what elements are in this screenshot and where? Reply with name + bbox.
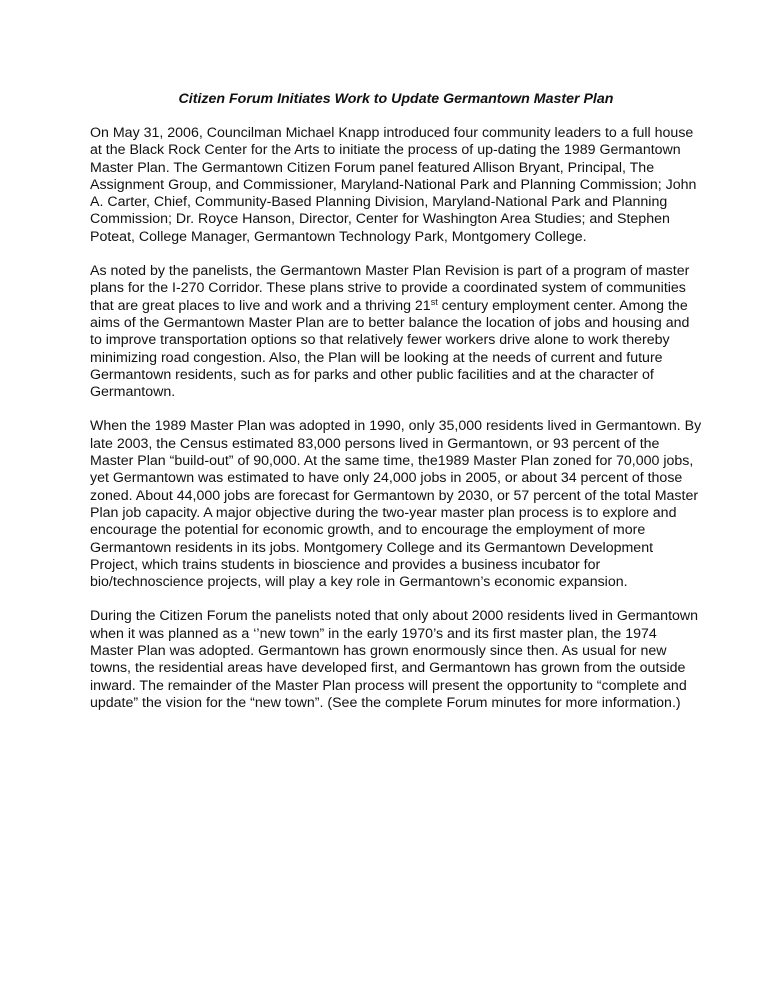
paragraph-forum-intro: On May 31, 2006, Councilman Michael Knapp introduced four community leaders to a full house at the Black Rock Center for the Arts to initiate the process of up-dating the 1989 Germantown Master Plan. The Germantown Citizen Forum panel featured Allison Bryant, Principal, The Assignment Group, and Commissioner, Maryland-National Park and Planning Commission; John A. Carter, Chief, Community-Based Planning Division, Maryland-National Park and Planning Commission; Dr. Royce Hanson, Director, Center for Washington Area Studies; and Stephen Poteat, College Manager, Germantown Technology Park, Montgomery College. <box>90 125 697 245</box>
paragraph-master-plan-program <box>90 263 702 401</box>
document-body <box>90 125 702 729</box>
paragraph-text-before-superscript: As noted by the panelists, the Germantown Master Plan Revision is part of a program of master plans for the I-270 Corridor. These plans strive to provide a coordinated system of communities that are great places to live and work and a thriving 21 <box>90 263 690 314</box>
paragraph-new-town-history: During the Citizen Forum the panelists noted that only about 2000 residents lived in Germantown when it was planned as a ‘’new town” in the early 1970’s and its first master plan, the 1974 Master Plan was adopted. Germantown has grown enormously since then. As usual for new towns, the residential areas have developed first, and Germantown has grown from the outside inward. The remainder of the Master Plan process will present the opportunity to “complete and update” the vision for the “new town”. (See the complete Forum minutes for more information.) <box>90 608 699 711</box>
document-title: Citizen Forum Initiates Work to Update Germantown Master Plan <box>178 91 614 107</box>
paragraph-text-after-superscript: century employment center. Among the aims of the Germantown Master Plan are to better balance the location of jobs and housing and to improve transportation options so that relatively fewer workers drive alone to work thereby minimizing road congestion. Also, the Plan will be looking at the needs of current and future Germantown residents, such as for parks and other public facilities and at the character of Germantown. <box>90 297 690 401</box>
paragraph-growth-statistics: When the 1989 Master Plan was adopted in 1990, only 35,000 residents lived in Germantown. By late 2003, the Census estimated 83,000 persons lived in Germantown, or 93 percent of the Master Plan “build-out” of 90,000. At the same time, the1989 Master Plan zoned for 70,000 jobs, yet Germantown was estimated to have only 24,000 jobs in 2005, or about 34 percent of those zoned. About 44,000 jobs are forecast for Germantown by 2030, or 57 percent of the total Master Plan job capacity. A major objective during the two-year master plan process is to explore and encourage the potential for economic growth, and to encourage the employment of more Germantown residents in its jobs. Montgomery College and its Germantown Development Project, which trains students in bioscience and provides a business incubator for bio/technoscience projects, will play a key role in Germantown’s economic expansion. <box>90 418 702 591</box>
superscript-ordinal: st <box>430 296 438 307</box>
